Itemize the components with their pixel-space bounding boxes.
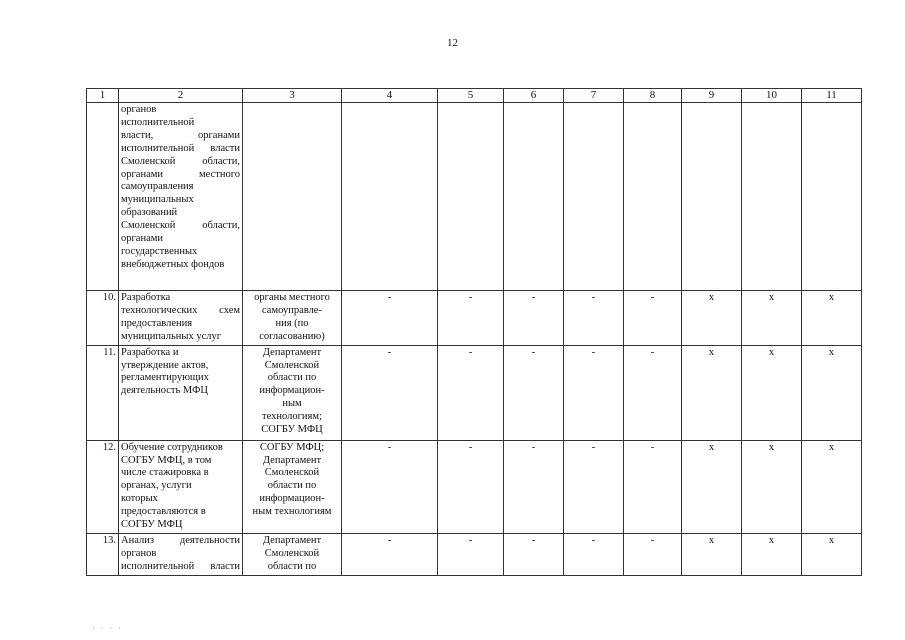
- responsible-line: Департамент: [262, 346, 322, 358]
- period-mark: -: [624, 291, 682, 346]
- period-mark: [682, 103, 742, 291]
- responsible-line: органы местного: [254, 292, 330, 303]
- row-number: 13.: [87, 533, 119, 575]
- description-line: Обучение сотрудников: [121, 441, 223, 453]
- responsible-line: области по: [267, 372, 317, 384]
- period-mark: х: [682, 291, 742, 346]
- description-line: исполнительной власти: [121, 142, 240, 154]
- table-row: [87, 103, 862, 291]
- period-mark: -: [564, 440, 624, 533]
- description-line: технологических схем: [121, 304, 240, 316]
- description-line: которых: [121, 493, 158, 505]
- responsible-line: Смоленской: [264, 547, 320, 559]
- row-number: 11.: [87, 345, 119, 440]
- period-mark: -: [564, 345, 624, 440]
- period-mark: [438, 103, 504, 291]
- description-line: Анализ деятельности: [121, 534, 240, 546]
- row-number: [87, 103, 119, 291]
- period-mark: -: [624, 345, 682, 440]
- period-mark: х: [682, 345, 742, 440]
- responsible-line: ния (по: [275, 317, 309, 329]
- column-header: 5: [438, 89, 504, 103]
- description-line: утверждение актов,: [121, 359, 209, 371]
- description-line: органов: [121, 104, 157, 115]
- responsible-line: Департамент: [262, 534, 322, 546]
- period-mark: -: [438, 440, 504, 533]
- description-line: Смоленской области,: [121, 220, 240, 232]
- responsible-line: Смоленской: [264, 467, 320, 479]
- responsible-party: [243, 440, 342, 533]
- period-mark: -: [438, 291, 504, 346]
- period-mark: х: [682, 533, 742, 575]
- period-mark: х: [802, 345, 862, 440]
- period-mark: [504, 103, 564, 291]
- description-line: органами местного: [121, 168, 240, 180]
- responsible-line: СОГБУ МФЦ: [261, 424, 323, 436]
- column-header: 3: [243, 89, 342, 103]
- row-number: 10.: [87, 291, 119, 346]
- period-mark: х: [682, 440, 742, 533]
- responsible-party: [243, 103, 342, 291]
- activity-description: [119, 533, 243, 575]
- period-mark: -: [342, 533, 438, 575]
- description-line: органами: [121, 233, 164, 245]
- period-mark: х: [802, 440, 862, 533]
- responsible-line: области по: [267, 480, 317, 492]
- period-mark: х: [742, 345, 802, 440]
- period-mark: -: [624, 440, 682, 533]
- column-header: 10: [742, 89, 802, 103]
- responsible-line: ным: [282, 398, 302, 410]
- description-line: органов: [121, 547, 157, 559]
- period-mark: -: [438, 533, 504, 575]
- period-mark: [624, 103, 682, 291]
- column-header: 7: [564, 89, 624, 103]
- period-mark: х: [742, 291, 802, 346]
- responsible-line: информацион-: [259, 493, 325, 505]
- footer-mark: · · · ·: [92, 624, 123, 633]
- activity-description: [119, 291, 243, 346]
- description-line: органах, услуги: [121, 480, 192, 492]
- description-line: образований: [121, 207, 178, 219]
- column-header: 8: [624, 89, 682, 103]
- description-line: Разработка: [121, 292, 171, 303]
- table-row: [87, 291, 862, 346]
- responsible-line: ным технологиям: [252, 506, 332, 518]
- description-line: власти, органами: [121, 129, 240, 141]
- period-mark: -: [564, 533, 624, 575]
- period-mark: -: [438, 345, 504, 440]
- responsible-line: технологиям;: [262, 411, 322, 423]
- period-mark: -: [504, 533, 564, 575]
- column-header: 4: [342, 89, 438, 103]
- period-mark: [564, 103, 624, 291]
- period-mark: [802, 103, 862, 291]
- period-mark: -: [342, 291, 438, 346]
- responsible-line: информацион-: [259, 385, 325, 397]
- table-row: [87, 345, 862, 440]
- description-line: предоставляются в: [121, 506, 206, 518]
- description-line: регламентирующих: [121, 372, 209, 384]
- period-mark: -: [504, 440, 564, 533]
- table-row: [87, 440, 862, 533]
- header-row: [87, 89, 862, 103]
- activity-description: [119, 345, 243, 440]
- period-mark: х: [802, 533, 862, 575]
- period-mark: [742, 103, 802, 291]
- description-line: СОГБУ МФЦ: [121, 519, 183, 531]
- responsible-line: Департамент: [262, 454, 322, 466]
- period-mark: -: [624, 533, 682, 575]
- responsible-line: области по: [267, 560, 317, 572]
- page-number: 12: [447, 37, 458, 49]
- responsible-line: Смоленской: [264, 359, 320, 371]
- responsible-line: согласованию): [259, 330, 325, 342]
- description-line: СОГБУ МФЦ, в том: [121, 454, 212, 466]
- period-mark: -: [342, 345, 438, 440]
- description-line: числе стажировка в: [121, 467, 209, 479]
- column-header: 6: [504, 89, 564, 103]
- description-line: муниципальных: [121, 194, 194, 206]
- description-line: Разработка и: [121, 346, 179, 358]
- description-line: деятельность МФЦ: [121, 385, 208, 397]
- description-line: муниципальных услуг: [121, 330, 222, 342]
- responsible-party: [243, 291, 342, 346]
- responsible-line: СОГБУ МФЦ;: [259, 441, 325, 453]
- description-line: Смоленской области,: [121, 155, 240, 167]
- description-line: внебюджетных фондов: [121, 258, 225, 270]
- responsible-line: самоуправле-: [262, 304, 322, 316]
- column-header: 9: [682, 89, 742, 103]
- period-mark: -: [564, 291, 624, 346]
- period-mark: х: [742, 533, 802, 575]
- activity-description: [119, 103, 243, 291]
- period-mark: х: [802, 291, 862, 346]
- description-line: исполнительной власти: [121, 560, 240, 572]
- table-row: [87, 533, 862, 575]
- responsible-party: [243, 345, 342, 440]
- period-mark: [342, 103, 438, 291]
- period-mark: -: [342, 440, 438, 533]
- description-line: государственных: [121, 245, 198, 257]
- period-mark: -: [504, 291, 564, 346]
- column-header: 1: [87, 89, 119, 103]
- period-mark: -: [504, 345, 564, 440]
- description-line: предоставления: [121, 317, 193, 329]
- description-line: самоуправления: [121, 181, 194, 193]
- description-line: исполнительной: [121, 116, 195, 128]
- plan-table: [86, 88, 862, 576]
- responsible-party: [243, 533, 342, 575]
- period-mark: х: [742, 440, 802, 533]
- row-number: 12.: [87, 440, 119, 533]
- column-header: 2: [119, 89, 243, 103]
- activity-description: [119, 440, 243, 533]
- column-header: 11: [802, 89, 862, 103]
